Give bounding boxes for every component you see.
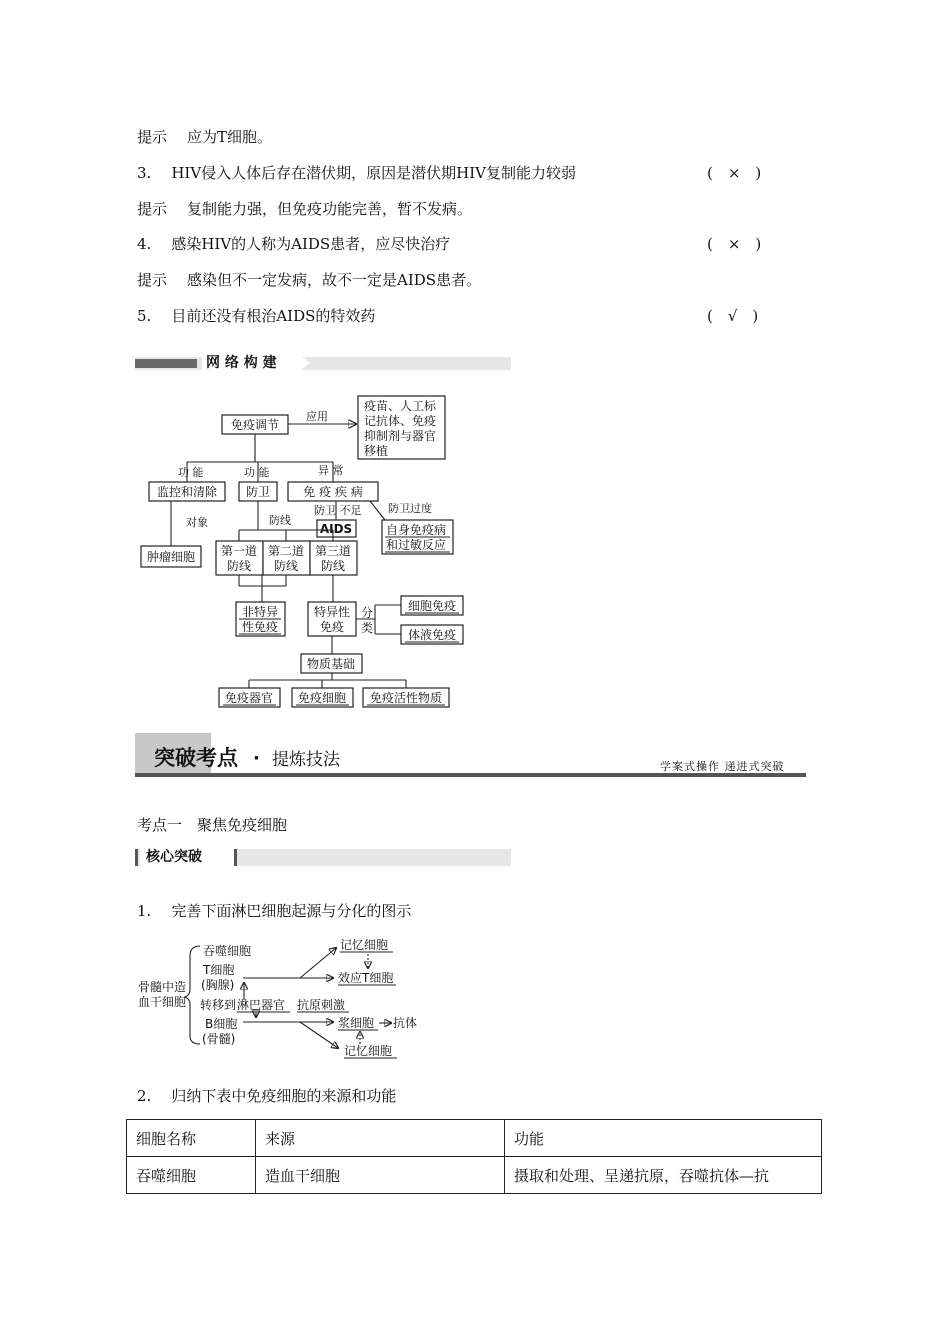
node-first-line-a: 第一道 <box>220 544 258 558</box>
origin-line1: 骨髓中造 <box>138 980 187 994</box>
node-cell-label: 免疫细胞 <box>297 691 347 705</box>
node-tumor-label: 肿瘤细胞 <box>146 550 196 564</box>
phagocyte-label: 吞噬细胞 <box>203 944 252 958</box>
question-2 <box>137 1086 396 1106</box>
table-cell: 吞噬细胞 <box>127 1157 256 1194</box>
answer-mark: ( × ) <box>707 235 762 253</box>
header-cell: 细胞名称 <box>127 1120 256 1157</box>
apply-label: 应用 <box>306 410 328 423</box>
effector-t-label: 效应T细胞 <box>338 971 394 985</box>
node-immune-regulation-label: 免疫调节 <box>230 418 280 432</box>
insufficient-label: 防卫 不足 <box>314 504 362 517</box>
transfer-label: 转移到 <box>200 998 237 1012</box>
node-defend-label: 防卫 <box>245 485 271 499</box>
hint-text: 感染但不一定发病，故不一定是AIDS患者。 <box>187 271 482 289</box>
topic-heading: 考点一 聚焦免疫细胞 <box>137 816 288 834</box>
excessive-label: 防卫过度 <box>388 502 432 515</box>
node-organ-label: 免疫器官 <box>224 691 274 705</box>
hint-label: 提示 <box>137 271 168 289</box>
defense-line-label: 防线 <box>269 514 291 527</box>
answer-mark: ( √ ) <box>707 307 759 325</box>
section-right-caption: 学案式操作 递进式突破 <box>660 760 785 773</box>
target-label: 对象 <box>186 516 208 529</box>
section-subtitle: 提炼技法 <box>272 750 340 770</box>
abnormal-label: 异 常 <box>318 464 344 477</box>
node-autoimmune-line2: 和过敏反应 <box>386 538 447 552</box>
question-text: 归纳下表中免疫细胞的来源和功能 <box>171 1087 397 1105</box>
function-label-1: 功 能 <box>178 466 204 479</box>
origin-brace <box>185 946 200 1044</box>
memory-b-label: 记忆细胞 <box>344 1044 393 1058</box>
item-text: 目前还没有根治AIDS的特效药 <box>171 307 376 325</box>
node-material-label: 物质基础 <box>306 657 356 671</box>
table-cell: 造血干细胞 <box>256 1157 505 1194</box>
node-third-line-b: 防线 <box>320 559 346 573</box>
b-cell-label: B细胞 <box>205 1017 238 1031</box>
table-row <box>127 1157 822 1194</box>
item-number: 3. <box>137 164 152 182</box>
hint-text: 应为T细胞。 <box>187 128 273 146</box>
node-active-label: 免疫活性物质 <box>369 691 443 705</box>
header-cell: 功能 <box>505 1120 822 1157</box>
hint-text: 复制能力强，但免疫功能完善，暂不发病。 <box>187 200 473 218</box>
node-applications-line2: 记抗体、免疫 <box>364 414 437 428</box>
question-number: 1. <box>137 902 152 920</box>
node-nonspecific-b: 性免疫 <box>241 620 279 634</box>
network-title: 网 络 构 建 <box>202 353 302 373</box>
function-label-2: 功 能 <box>244 466 270 479</box>
plasma-label: 浆细胞 <box>338 1016 375 1030</box>
classify-label-1: 分 <box>361 606 374 620</box>
header-cell: 来源 <box>256 1120 505 1157</box>
node-first-line-b: 防线 <box>226 559 252 573</box>
item-number: 4. <box>137 235 152 253</box>
node-applications-line3: 抑制剂与器官 <box>364 429 437 443</box>
section-dot: · <box>253 748 260 769</box>
core-title: 核心突破 <box>140 847 234 867</box>
node-nonspecific-a: 非特异 <box>241 605 279 619</box>
node-humoral-label: 体液免疫 <box>407 628 457 642</box>
node-specific-b: 免疫 <box>319 620 345 634</box>
b-to-memory-arrow <box>300 1022 338 1048</box>
node-monitor-label: 监控和清除 <box>156 485 218 499</box>
hint-label: 提示 <box>137 128 168 146</box>
b-cell-marrow: (骨髓) <box>202 1032 236 1046</box>
node-second-line-a: 第二道 <box>267 544 305 558</box>
question-text: 完善下面淋巴细胞起源与分化的图示 <box>171 902 412 920</box>
memory-t-label: 记忆细胞 <box>340 938 389 952</box>
t-cell-thymus: (胸腺) <box>201 978 235 992</box>
node-applications-line1: 疫苗、人工标 <box>364 399 437 413</box>
t-cell-label: T细胞 <box>203 963 235 977</box>
question-number: 2. <box>137 1087 152 1105</box>
classify-label-2: 类 <box>361 621 374 635</box>
node-cell-immunity-label: 细胞免疫 <box>407 599 457 613</box>
lymph-organ-label: 淋巴器官 <box>237 998 286 1012</box>
node-second-line-b: 防线 <box>273 559 299 573</box>
antibody-label: 抗体 <box>393 1016 418 1030</box>
table-cell: 摄取和处理、呈递抗原，吞噬抗体—抗 <box>505 1157 822 1194</box>
node-autoimmune-line1: 自身免疫病 <box>386 523 447 537</box>
item-number: 5. <box>137 307 152 325</box>
table-header-row <box>127 1120 822 1157</box>
item-text: HIV侵入人体后存在潜伏期，原因是潜伏期HIV复制能力较弱 <box>171 164 576 182</box>
node-disease-label: 免 疫 疾 病 <box>303 485 363 499</box>
node-aids-label: AIDS <box>319 522 353 536</box>
immune-cell-table <box>126 1119 822 1194</box>
t-to-memory-arrow <box>300 948 336 978</box>
hint-label: 提示 <box>137 200 168 218</box>
antigen-stim-label: 抗原刺激 <box>297 998 346 1012</box>
answer-mark: ( × ) <box>707 164 762 182</box>
section-title: 突破考点 <box>154 746 238 770</box>
node-applications-line4: 移植 <box>364 444 389 458</box>
node-specific-a: 特异性 <box>313 605 351 619</box>
item-text: 感染HIV的人称为AIDS患者，应尽快治疗 <box>171 235 451 253</box>
origin-line2: 血干细胞 <box>138 995 187 1009</box>
node-third-line-a: 第三道 <box>314 544 352 558</box>
